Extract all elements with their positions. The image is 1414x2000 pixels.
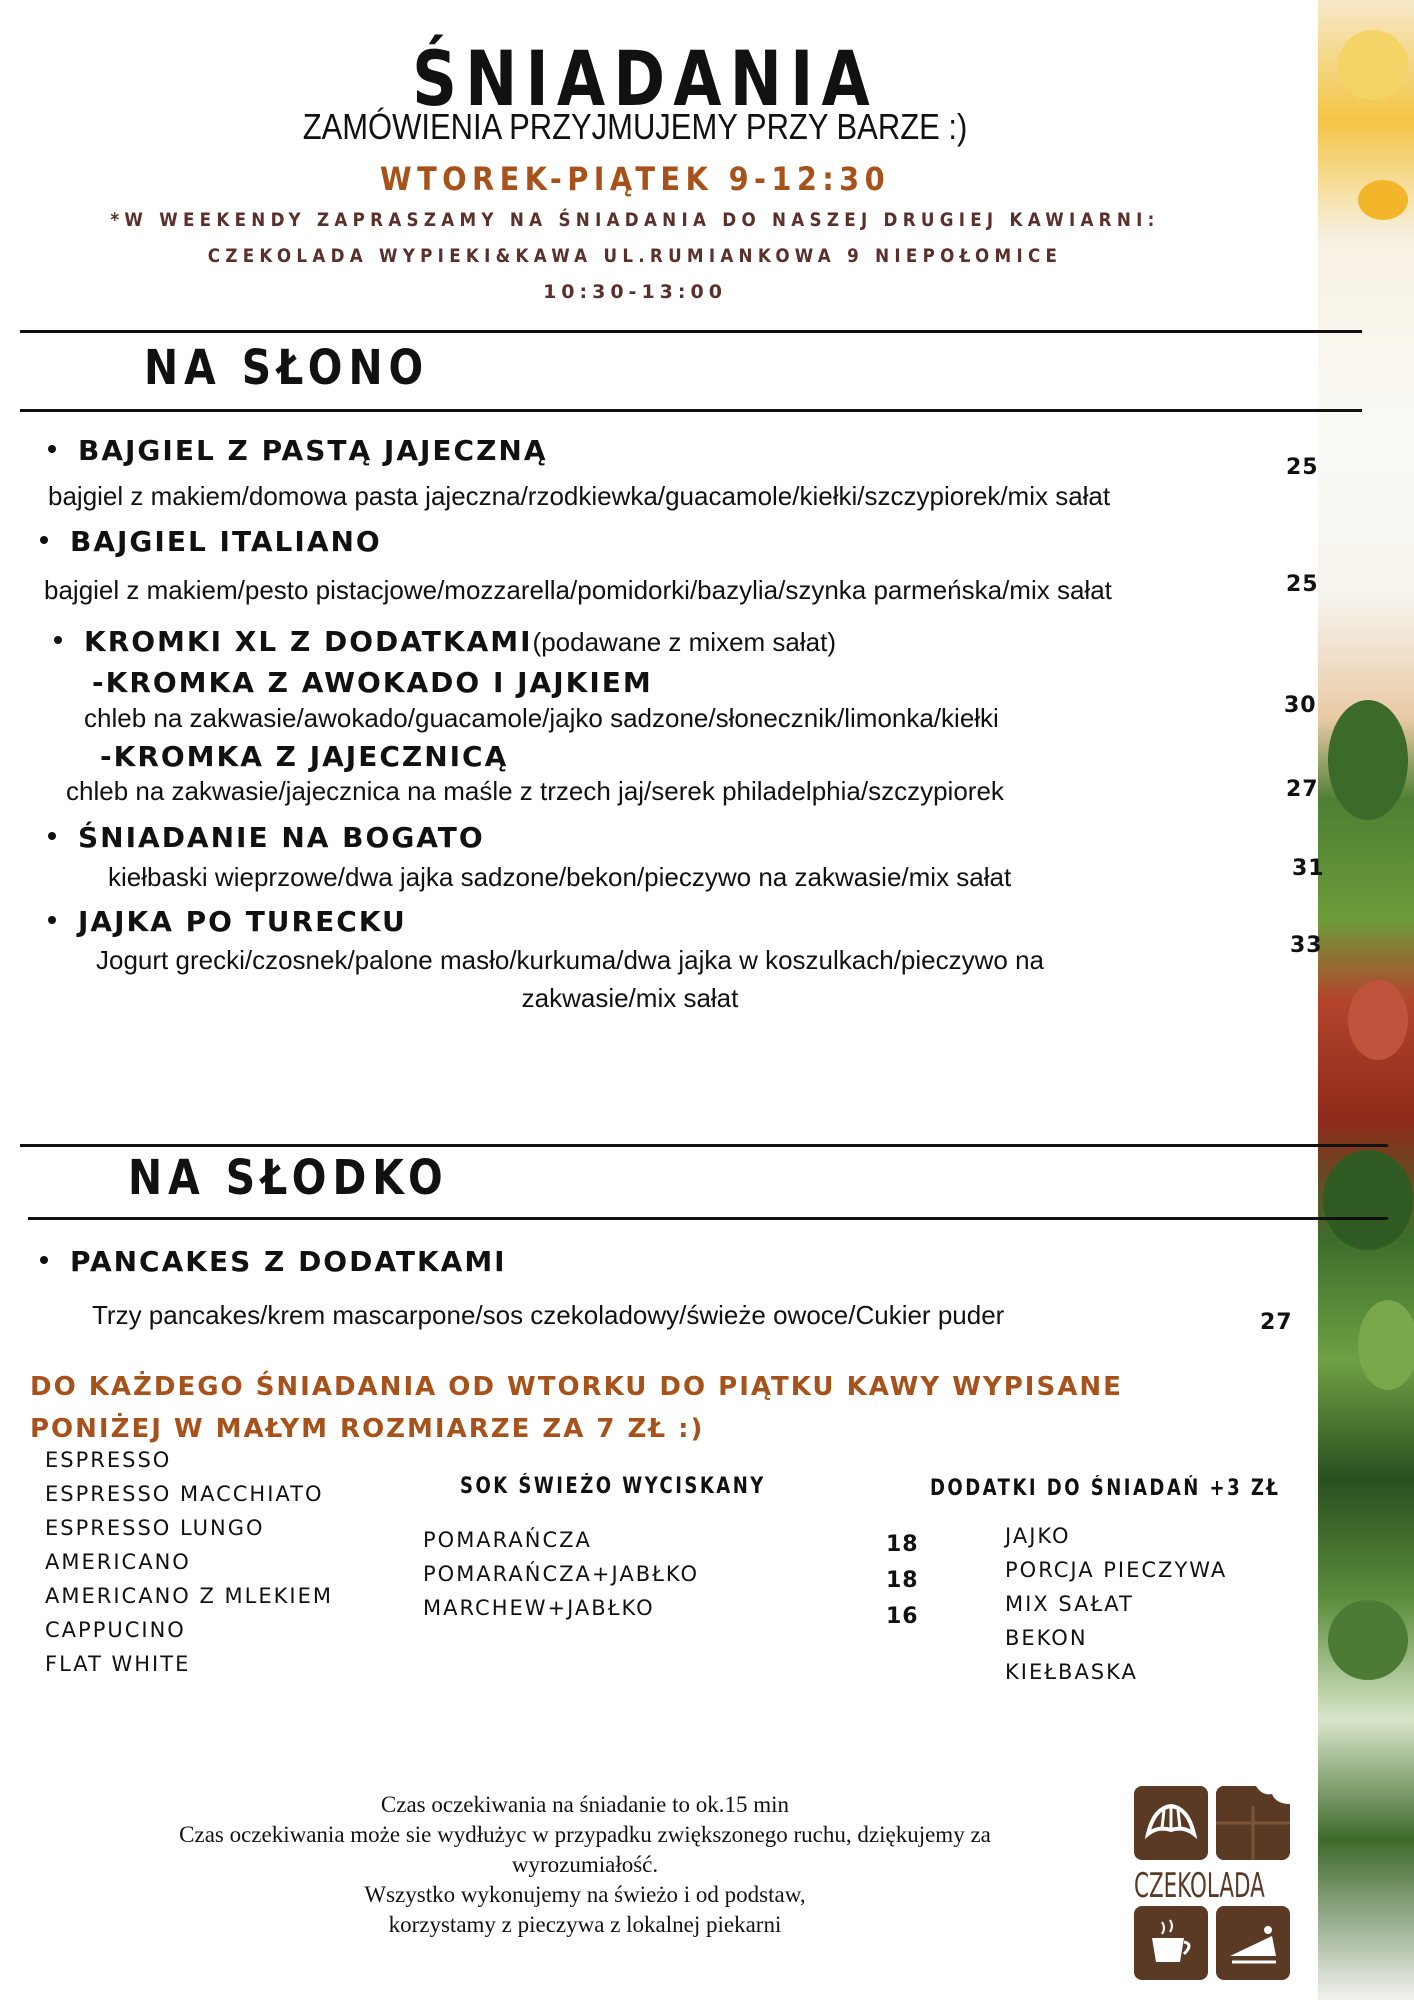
menu-item-price: 31 xyxy=(1292,856,1325,881)
menu-item-subtitle: -KROMKA Z AWOKADO I JAJKIEM xyxy=(92,666,653,699)
menu-item-description-cont: zakwasie/mix sałat xyxy=(521,983,739,1013)
menu-item-title: KROMKI XL Z DODATKAMI(podawane z mixem sałat) xyxy=(54,625,836,658)
list-item: JAJKO xyxy=(1005,1524,1071,1548)
juice-list xyxy=(423,1523,699,1625)
divider xyxy=(20,409,1362,412)
list-item: MARCHEW+JABŁKO xyxy=(423,1596,655,1620)
juice-prices xyxy=(886,1527,919,1635)
list-item: ESPRESSO xyxy=(45,1448,172,1472)
menu-item-note: (podawane z mixem sałat) xyxy=(532,627,837,657)
list-item: PORCJA PIECZYWA xyxy=(1005,1558,1228,1582)
menu-item-description: chleb na zakwasie/awokado/guacamole/jajko sadzone/słonecznik/limonka/kiełki xyxy=(84,703,999,733)
menu-item-title: PANCAKES Z DODATKAMI xyxy=(40,1245,507,1278)
list-item: BEKON xyxy=(1005,1626,1088,1650)
menu-item-description: bajgiel z makiem/domowa pasta jajeczna/rzodkiewka/guacamole/kiełki/szczypiorek/mix sałat xyxy=(48,481,1111,511)
weekend-hours: 10:30-13:00 xyxy=(543,281,727,303)
list-item: POMARAŃCZA xyxy=(423,1528,592,1552)
menu-item-description: Jogurt grecki/czosnek/palone masło/kurkuma/dwa jajka w koszulkach/pieczywo na xyxy=(96,945,1044,975)
section-heading-sweet: NA SŁODKO xyxy=(128,1150,449,1206)
weekend-note-line2: CZEKOLADA WYPIEKI&KAWA UL.RUMIANKOWA 9 NIEPOŁOMICE xyxy=(207,245,1063,267)
extras-heading: DODATKI DO ŚNIADAŃ +3 ZŁ xyxy=(930,1476,1281,1501)
opening-hours: WTOREK-PIĄTEK 9-12:30 xyxy=(379,160,891,198)
menu-item-price: 27 xyxy=(1286,777,1319,802)
list-item: KIEŁBASKA xyxy=(1005,1660,1138,1684)
divider xyxy=(28,1217,1388,1220)
menu-item-title: BAJGIEL Z PASTĄ JAJECZNĄ xyxy=(48,434,548,467)
footer-line: Czas oczekiwania na śniadanie to ok.15 min xyxy=(380,1792,790,1817)
weekend-note-line1: *W WEEKENDY ZAPRASZAMY NA ŚNIADANIA DO NASZEJ DRUGIEJ KAWIARNI: xyxy=(110,209,1160,231)
menu-item-title: JAJKA PO TURECKU xyxy=(48,905,407,938)
cake-slice-icon xyxy=(1216,1906,1290,1980)
menu-item-price: 18 xyxy=(886,1568,919,1593)
menu-item-price: 16 xyxy=(886,1604,919,1629)
footer-line: korzystamy z pieczywa z lokalnej piekarni xyxy=(388,1912,782,1937)
order-at-bar-note: ZAMÓWIENIA PRZYJMUJEMY PRZY BARZE :) xyxy=(302,106,968,147)
menu-item-price: 33 xyxy=(1290,933,1323,958)
extras-list xyxy=(1005,1519,1227,1689)
menu-item-description: chleb na zakwasie/jajecznica na maśle z trzech jaj/serek philadelphia/szczypiorek xyxy=(66,776,1004,806)
coffee-promo-line2: PONIŻEJ W MAŁYM ROZMIARZE ZA 7 ZŁ :) xyxy=(30,1414,705,1444)
divider xyxy=(20,330,1362,333)
footer-line: wyrozumiałość. xyxy=(511,1852,659,1877)
juice-heading: SOK ŚWIEŻO WYCISKANY xyxy=(460,1474,766,1499)
coffee-cup-icon xyxy=(1134,1906,1208,1980)
menu-item-description: Trzy pancakes/krem mascarpone/sos czekoladowy/świeże owoce/Cukier puder xyxy=(92,1300,1005,1330)
menu-item-price: 25 xyxy=(1286,572,1319,597)
footer-notes xyxy=(0,1790,1170,1940)
menu-item-subtitle: -KROMKA Z JAJECZNICĄ xyxy=(100,740,509,773)
menu-item-title: BAJGIEL ITALIANO xyxy=(40,525,382,558)
croissant-icon xyxy=(1134,1786,1208,1860)
chocolate-bar-icon xyxy=(1216,1786,1290,1860)
menu-item-price: 25 xyxy=(1286,455,1319,480)
food-photo xyxy=(1318,0,1414,2000)
list-item: AMERICANO xyxy=(45,1550,191,1574)
coffee-list xyxy=(45,1443,333,1681)
menu-item-price: 18 xyxy=(886,1532,919,1557)
list-item: CAPPUCINO xyxy=(45,1618,186,1642)
list-item: FLAT WHITE xyxy=(45,1652,191,1676)
menu-item-description: kiełbaski wieprzowe/dwa jajka sadzone/bekon/pieczywo na zakwasie/mix sałat xyxy=(108,862,1012,892)
list-item: ESPRESSO MACCHIATO xyxy=(45,1482,324,1506)
footer-line: Czas oczekiwania może sie wydłużyc w przypadku zwiększonego ruchu, dziękujemy za xyxy=(179,1822,991,1847)
logo-text: CZEKOLADA xyxy=(1134,1866,1265,1906)
page-title: ŚNIADANIA xyxy=(412,34,878,123)
menu-item-price: 27 xyxy=(1260,1310,1293,1335)
coffee-promo-line1: DO KAŻDEGO ŚNIADANIA OD WTORKU DO PIĄTKU KAWY WYPISANE xyxy=(30,1372,1123,1402)
list-item: MIX SAŁAT xyxy=(1005,1592,1134,1616)
divider xyxy=(20,1144,1388,1147)
czekolada-logo xyxy=(1134,1786,1294,1986)
menu-item-description: bajgiel z makiem/pesto pistacjowe/mozzarella/pomidorki/bazylia/szynka parmeńska/mix sałat xyxy=(44,575,1112,605)
menu-item-price: 30 xyxy=(1284,693,1317,718)
footer-line: Wszystko wykonujemy na świeżo i od podstaw, xyxy=(364,1882,806,1907)
menu-item-title: ŚNIADANIE NA BOGATO xyxy=(48,821,485,854)
list-item: AMERICANO Z MLEKIEM xyxy=(45,1584,333,1608)
section-heading-savory: NA SŁONO xyxy=(144,340,430,396)
list-item: ESPRESSO LUNGO xyxy=(45,1516,265,1540)
list-item: POMARAŃCZA+JABŁKO xyxy=(423,1562,700,1586)
